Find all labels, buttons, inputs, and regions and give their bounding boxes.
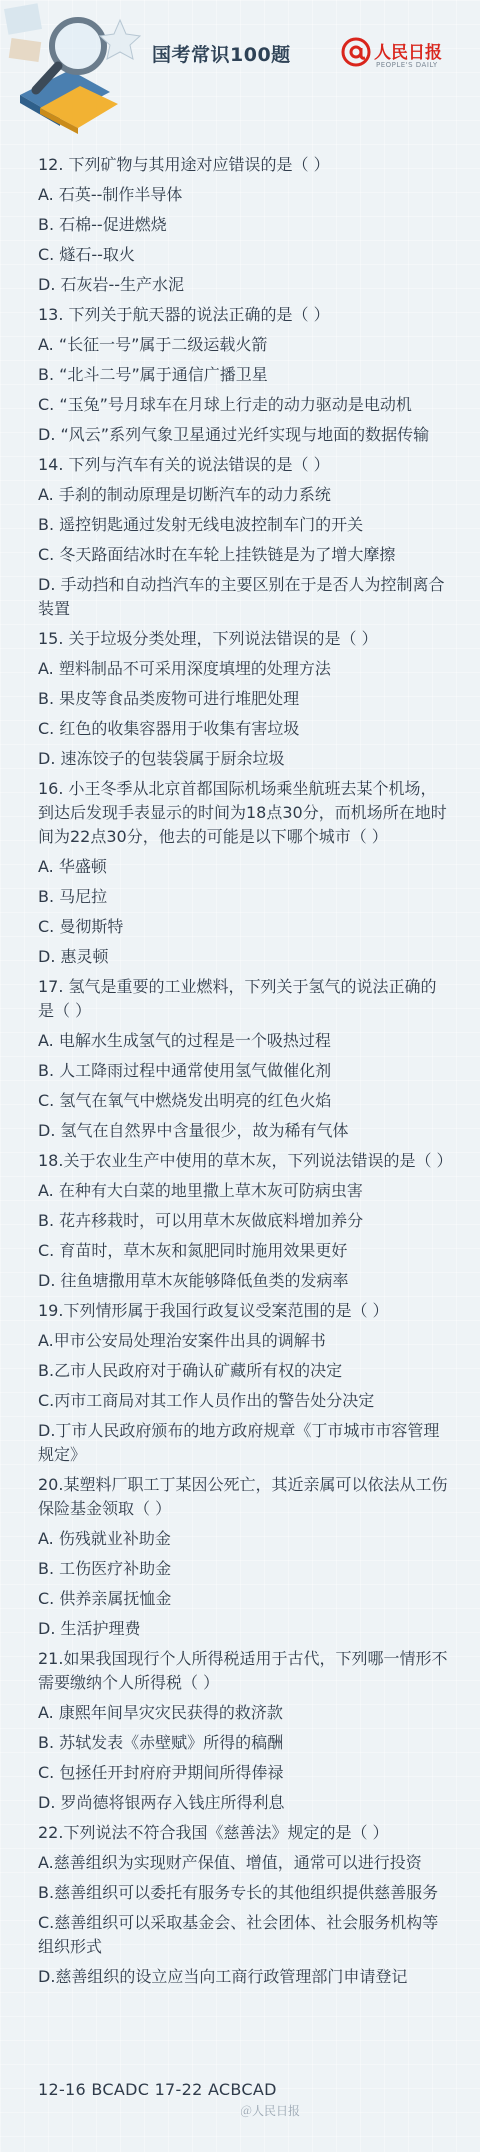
option-c: C. 包拯任开封府府尹期间所得俸禄 — [38, 1763, 284, 1782]
option-d: D. 惠灵顿 — [38, 947, 109, 966]
question-text: 22.下列说法不符合我国《慈善法》规定的是（ ） — [38, 1823, 389, 1842]
question-text: 13. 下列关于航天器的说法正确的是（ ） — [38, 305, 330, 324]
option-c: C. 冬天路面结冰时在车轮上挂铁链是为了增大摩擦 — [38, 545, 396, 564]
option-a: A.甲市公安局处理治安案件出具的调解书 — [38, 1331, 326, 1350]
question-text: 18.关于农业生产中使用的草木灰，下列说法错误的是（ ） — [38, 1151, 453, 1170]
question-list — [38, 150, 453, 1992]
at-sign-icon — [340, 36, 372, 68]
peoples-daily-logo — [340, 34, 470, 78]
option-a: A. 康熙年间旱灾灾民获得的救济款 — [38, 1703, 283, 1722]
option-b: B. 马尼拉 — [38, 887, 108, 906]
option-a: A. 手刹的制动原理是切断汽车的动力系统 — [38, 485, 331, 504]
question-text: 20.某塑料厂职工丁某因公死亡，其近亲属可以依法从工伤保险基金领取（ ） — [38, 1475, 448, 1518]
option-d: D.慈善组织的设立应当向工商行政管理部门申请登记 — [38, 1967, 408, 1986]
option-b: B. 工伤医疗补助金 — [38, 1559, 172, 1578]
header — [0, 0, 480, 150]
option-a: A. 华盛顿 — [38, 857, 107, 876]
option-b: B. 苏轼发表《赤壁赋》所得的稿酬 — [38, 1733, 284, 1752]
question-21 — [38, 1644, 450, 1818]
question-text: 16. 小王冬季从北京首都国际机场乘坐航班去某个机场，到达后发现手表显示的时间为18点30分，而机场所在地时间为22点30分，他去的可能是以下哪个城市（ ） — [38, 779, 447, 846]
option-c: C. 育苗时，草木灰和氮肥同时施用效果更好 — [38, 1241, 348, 1260]
option-c: C. 燧石--取火 — [38, 245, 135, 264]
option-a: A. “长征一号”属于二级运载火箭 — [38, 335, 268, 354]
option-c: C. 供养亲属抚恤金 — [38, 1589, 172, 1608]
option-d: D. 速冻饺子的包装袋属于厨余垃圾 — [38, 749, 285, 768]
option-b: B. 果皮等食品类废物可进行堆肥处理 — [38, 689, 300, 708]
option-d: D. 生活护理费 — [38, 1619, 141, 1638]
logo-name: 人民日报 — [374, 43, 442, 63]
question-22 — [38, 1818, 450, 1992]
option-d: D. 手动挡和自动挡汽车的主要区别在于是否人为控制离合装置 — [38, 575, 445, 618]
option-c: C. 红色的收集容器用于收集有害垃圾 — [38, 719, 300, 738]
page-title: 国考常识100题 — [152, 44, 291, 66]
option-d: D. 罗尚德将银两存入钱庄所得利息 — [38, 1793, 285, 1812]
option-a: A.慈善组织为实现财产保值、增值，通常可以进行投资 — [38, 1853, 422, 1872]
question-17 — [38, 972, 450, 1146]
option-b: B. 遥控钥匙通过发射无线电波控制车门的开关 — [38, 515, 364, 534]
question-text: 21.如果我国现行个人所得税适用于古代，下列哪一情形不需要缴纳个人所得税（ ） — [38, 1649, 448, 1692]
option-c: C.慈善组织可以采取基金会、社会团体、社会服务机构等组织形式 — [38, 1913, 439, 1956]
option-b: B.慈善组织可以委托有服务专长的其他组织提供慈善服务 — [38, 1883, 439, 1902]
question-16 — [38, 774, 450, 972]
option-d: D. “风云”系列气象卫星通过光纤实现与地面的数据传输 — [38, 425, 430, 444]
question-text: 15. 关于垃圾分类处理，下列说法错误的是（ ） — [38, 629, 378, 648]
option-b: B. “北斗二号”属于通信广播卫星 — [38, 365, 268, 384]
option-d: D. 氢气在自然界中含量很少，故为稀有气体 — [38, 1121, 349, 1140]
option-a: A. 电解水生成氢气的过程是一个吸热过程 — [38, 1031, 331, 1050]
option-a: A. 石英--制作半导体 — [38, 185, 183, 204]
question-15 — [38, 624, 450, 774]
question-20 — [38, 1470, 450, 1644]
option-d: D. 往鱼塘撒用草木灰能够降低鱼类的发病率 — [38, 1271, 349, 1290]
question-18 — [38, 1146, 453, 1296]
question-text: 19.下列情形属于我国行政复议受案范围的是（ ） — [38, 1301, 389, 1320]
option-b: B. 石棉--促进燃烧 — [38, 215, 167, 234]
option-a: A. 塑料制品不可采用深度填埋的处理方法 — [38, 659, 331, 678]
option-c: C. “玉兔”号月球车在月球上行走的动力驱动是电动机 — [38, 395, 412, 414]
question-19 — [38, 1296, 450, 1470]
option-c: C. 氢气在氧气中燃烧发出明亮的红色火焰 — [38, 1091, 332, 1110]
option-c: C. 曼彻斯特 — [38, 917, 124, 936]
question-text: 14. 下列与汽车有关的说法错误的是（ ） — [38, 455, 330, 474]
option-a: A. 伤残就业补助金 — [38, 1529, 171, 1548]
question-text: 12. 下列矿物与其用途对应错误的是（ ） — [38, 155, 330, 174]
option-b: B.乙市人民政府对于确认矿藏所有权的决定 — [38, 1361, 343, 1380]
question-13 — [38, 300, 450, 450]
option-c: C.丙市工商局对其工作人员作出的警告处分决定 — [38, 1391, 375, 1410]
magnifier-books-illustration-icon — [0, 0, 160, 140]
option-a: A. 在种有大白菜的地里撒上草木灰可防病虫害 — [38, 1181, 363, 1200]
option-d: D. 石灰岩--生产水泥 — [38, 275, 185, 294]
logo-subtitle: PEOPLE'S DAILY — [376, 61, 438, 69]
question-14 — [38, 450, 450, 624]
option-d: D.丁市人民政府颁布的地方政府规章《丁市城市市容管理规定》 — [38, 1421, 440, 1464]
answer-key: 12-16 BCADC 17-22 ACBCAD — [38, 2080, 277, 2099]
option-b: B. 花卉移栽时，可以用草木灰做底料增加养分 — [38, 1211, 364, 1230]
watermark: ＠人民日报 — [240, 2104, 301, 2118]
question-text: 17. 氢气是重要的工业燃料，下列关于氢气的说法正确的是（ ） — [38, 977, 437, 1020]
question-12 — [38, 150, 450, 300]
option-b: B. 人工降雨过程中通常使用氢气做催化剂 — [38, 1061, 332, 1080]
